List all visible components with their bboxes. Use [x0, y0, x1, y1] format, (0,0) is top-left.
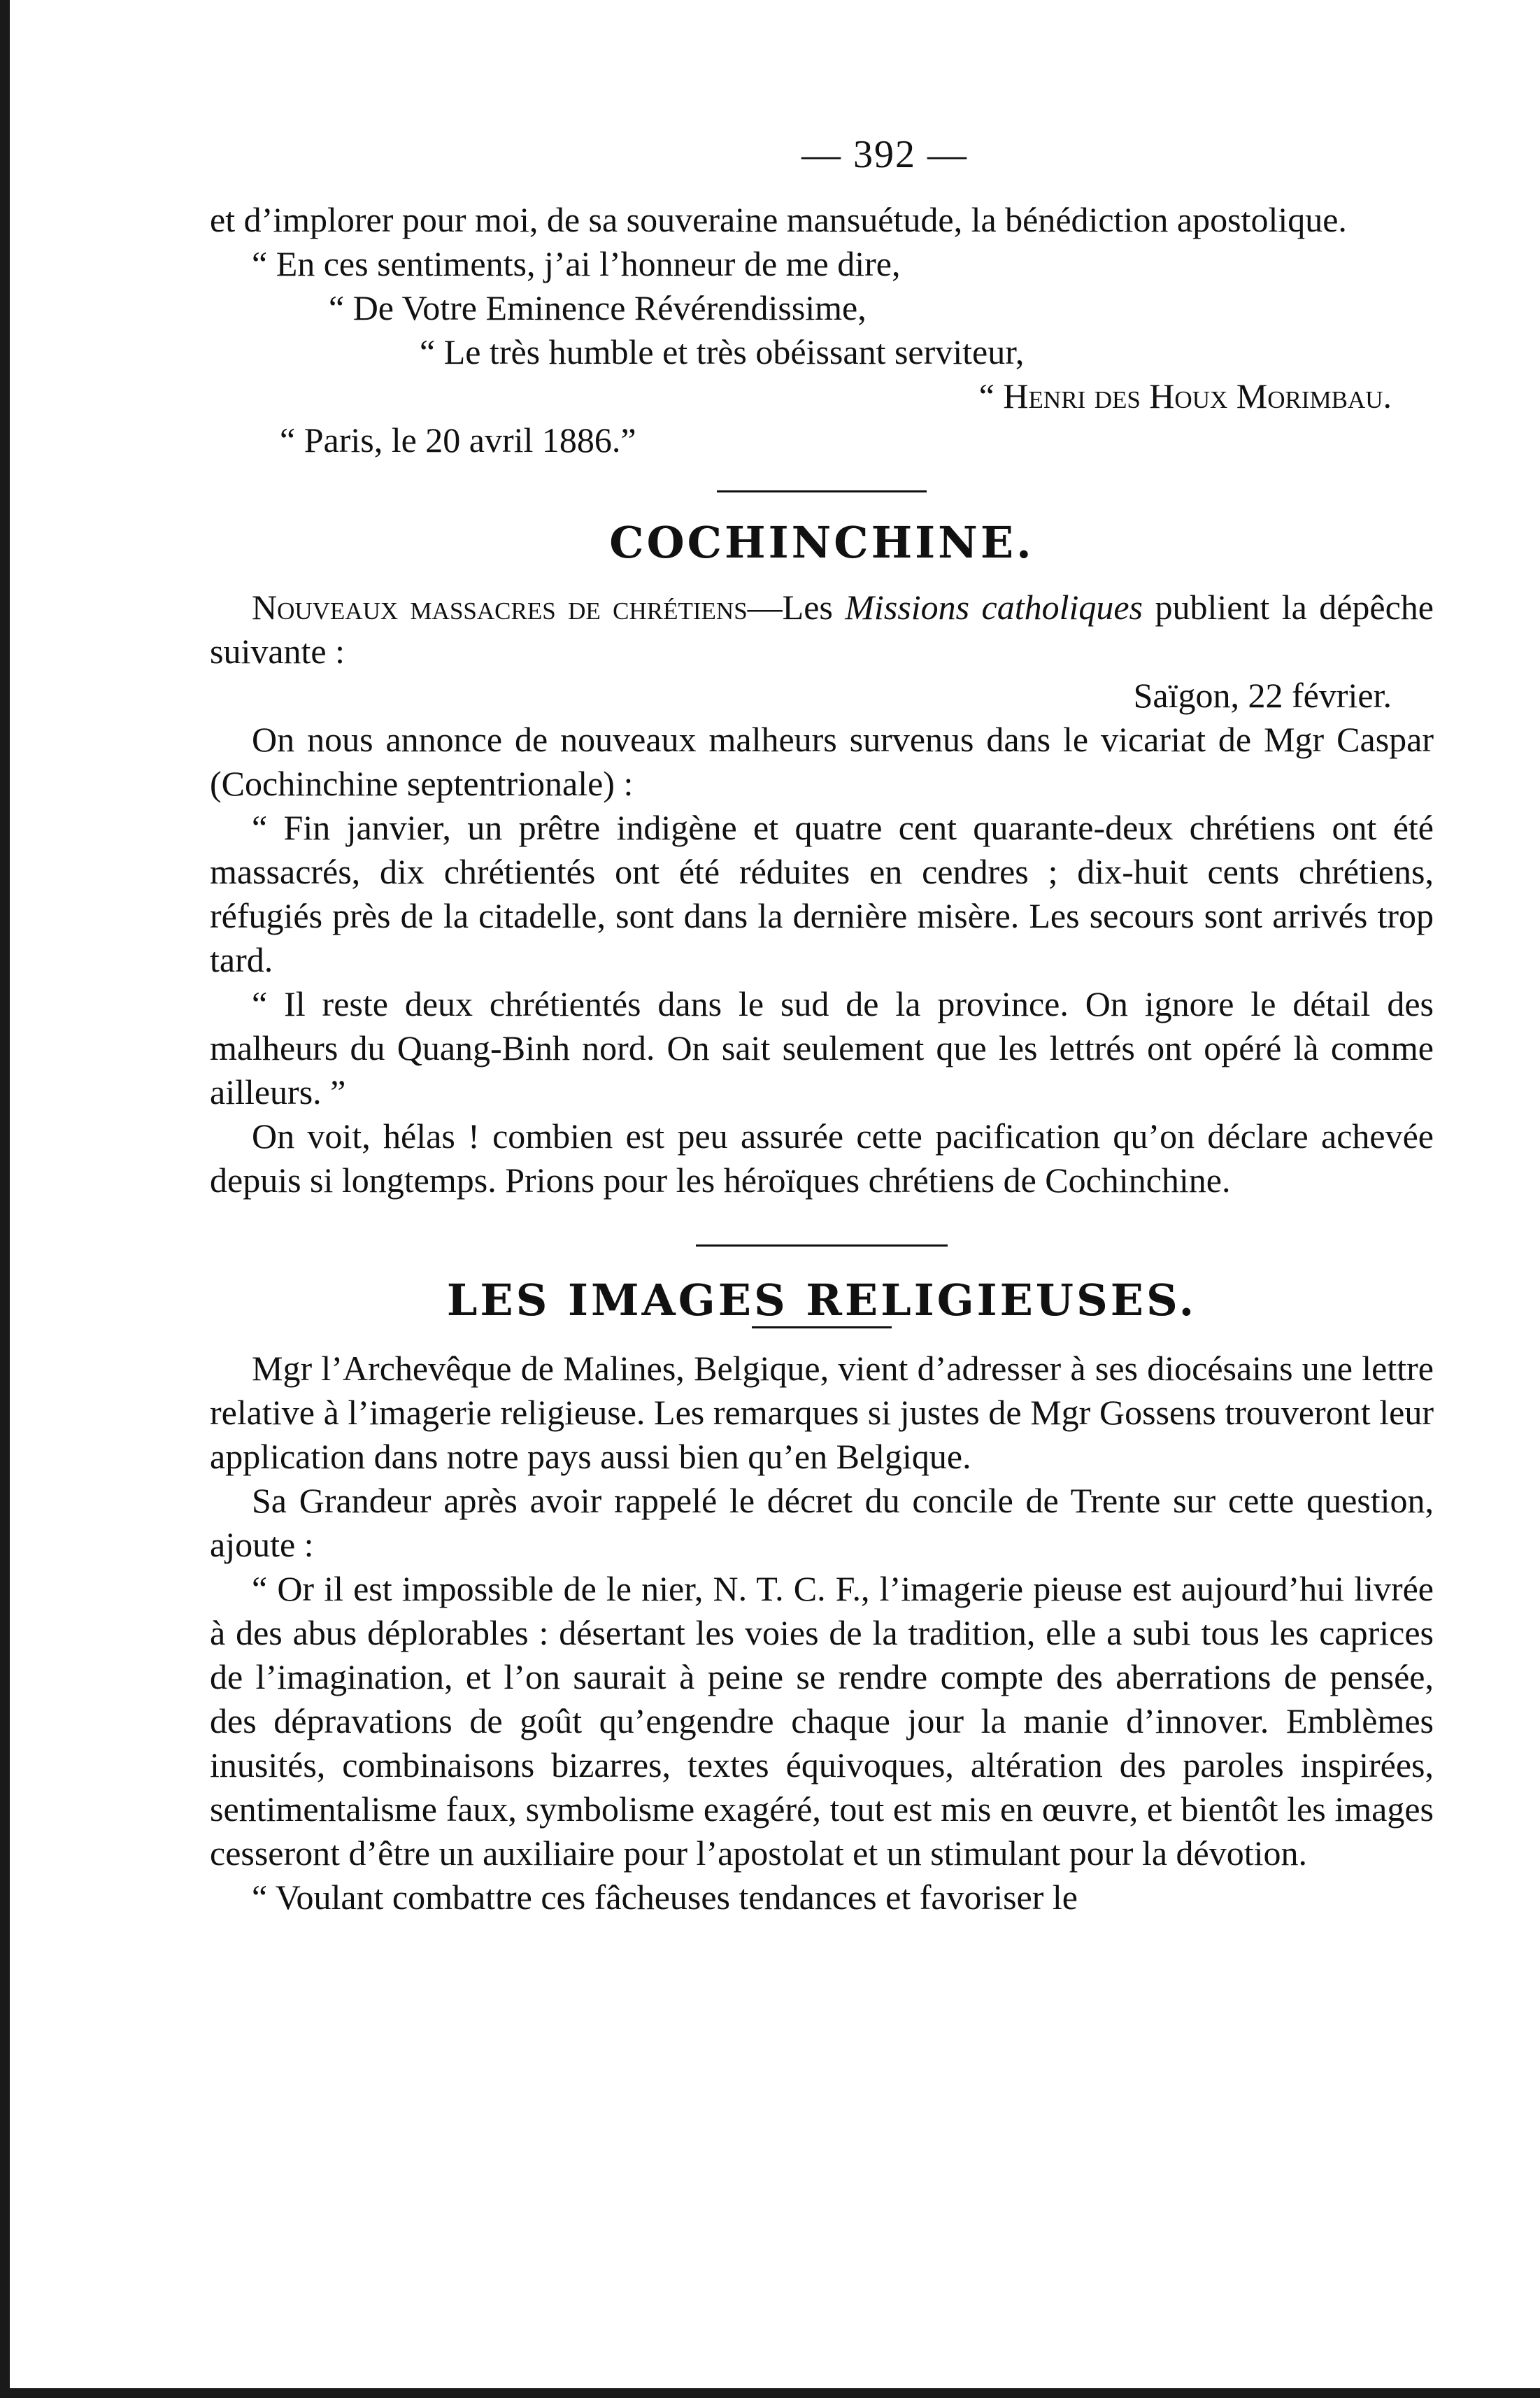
lead-smallcaps: Nouveaux massacres de chrétiens: [252, 588, 748, 627]
letter-servant-line: “ Le très humble et très obéissant serviteur,: [420, 332, 1025, 371]
section-title-cochinchine: COCHINCHINE.: [609, 517, 1034, 568]
page-number: — 392 —: [801, 133, 968, 176]
cochinchine-lead-paragraph: [210, 586, 1434, 674]
letter-sentiments-line: “ En ces sentiments, j’ai l’honneur de me dire,: [252, 244, 901, 283]
page-body: [210, 133, 1434, 1920]
section-divider: [696, 1244, 948, 1247]
cochinchine-paragraph-1: On nous annonce de nouveaux malheurs survenus dans le vicariat de Mgr Caspar (Cochinchine septentrionale) :: [210, 720, 1434, 803]
scan-border-left: [0, 0, 10, 2398]
cochinchine-paragraph-2: “ Fin janvier, un prêtre indigène et quatre cent quarante-deux chrétiens ont été massacrés, dix chrétientés ont été réduites en cendres ; dix-huit cents chrétiens, réfugiés près de la citadelle, sont dans la dernière misère. Les secours sont arrivés trop tard.: [210, 808, 1434, 979]
images-paragraph-2: Sa Grandeur après avoir rappelé le décret du concile de Trente sur cette question, ajoute :: [210, 1481, 1434, 1564]
images-paragraph-3: “ Or il est impossible de le nier, N. T. C. F., l’imagerie pieuse est aujourd’hui livrée à des abus déplorables : désertant les voies de la tradition, elle a subi tous les caprices de l’imagination, et l’on saurait à peine se rendre compte des aberrations de pensée, des dépravations de goût qu’engendre chaque jour la manie d’innover. Emblèmes inusités, combinaisons bizarres, textes équivoques, altération des paroles inspirées, sentimentalisme faux, symbolisme exagéré, tout est mis en œuvre, et bientôt les images cesseront d’être un auxiliaire pour l’apostolat et un stimulant pour la dévotion.: [210, 1569, 1434, 1873]
letter-address-line: “ De Votre Eminence Révérendissime,: [329, 288, 867, 327]
scan-border-bottom: [0, 2388, 1540, 2398]
letter-closing-line: et d’implorer pour moi, de sa souveraine mansuétude, la bénédiction apostolique.: [210, 200, 1347, 239]
section-title-images: LES IMAGES RELIGIEUSES.: [446, 1275, 1197, 1326]
images-paragraph-4: “ Voulant combattre ces fâcheuses tendances et favoriser le: [252, 1878, 1078, 1917]
section-divider: [717, 490, 927, 492]
lead-rest: publient la dépêche suivante :: [210, 588, 1434, 671]
cochinchine-paragraph-4: On voit, hélas ! combien est peu assurée cette pacification qu’on déclare achevée depuis si longtemps. Prions pour les héroïques chrétiens de Cochinchine.: [210, 1116, 1434, 1200]
cochinchine-paragraph-3: “ Il reste deux chrétientés dans le sud de la province. On ignore le détail des malheurs du Quang-Binh nord. On sait seulement que les lettrés ont opéré là comme ailleurs. ”: [210, 984, 1434, 1112]
letter-date: “ Paris, le 20 avril 1886.”: [280, 420, 636, 460]
letter-signature: “ Henri des Houx Morimbau.: [978, 376, 1392, 416]
images-paragraph-1: Mgr l’Archevêque de Malines, Belgique, vient d’adresser à ses diocésains une lettre relative à l’imagerie religieuse. Les remarques si justes de Mgr Gossens trouveront leur application dans notre pays aussi bien qu’en Belgique.: [210, 1349, 1434, 1476]
lead-italic-title: Missions catholiques: [845, 588, 1143, 627]
dateline: Saïgon, 22 février.: [1133, 676, 1392, 715]
lead-text: —Les: [747, 588, 846, 627]
title-underline: [752, 1326, 892, 1328]
